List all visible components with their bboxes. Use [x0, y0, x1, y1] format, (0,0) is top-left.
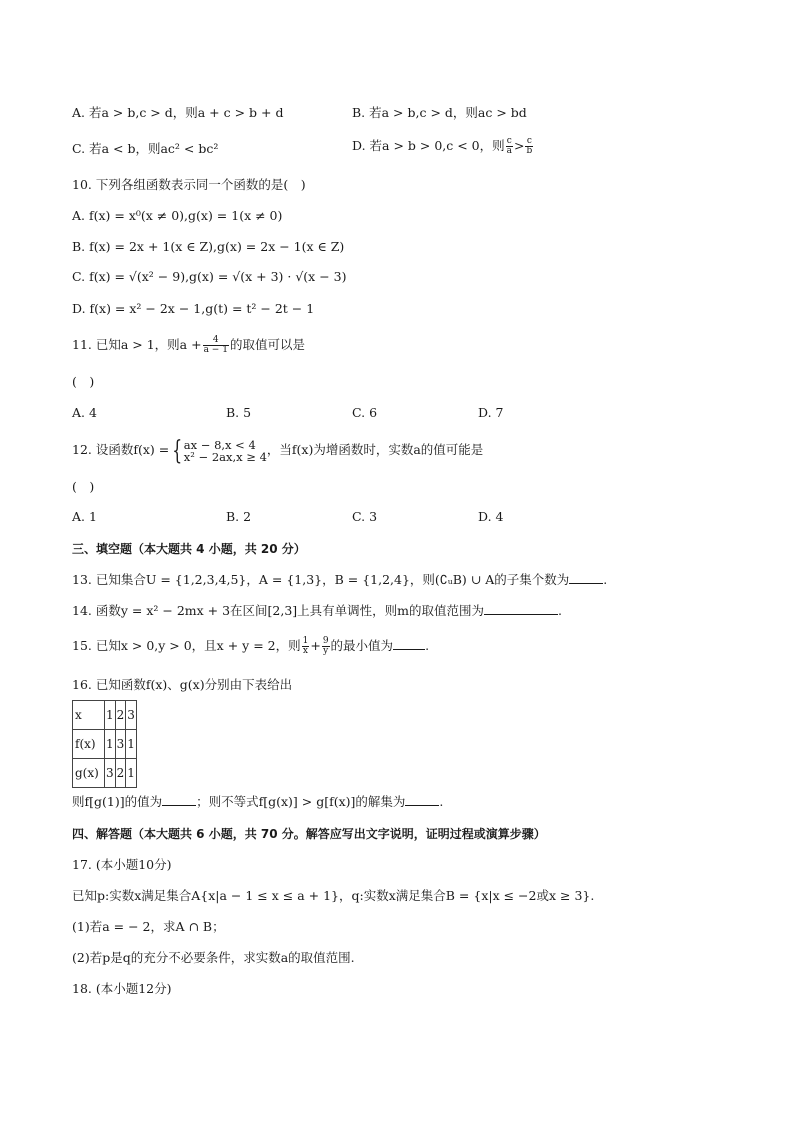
gt-sign: > — [514, 138, 525, 153]
q11-option-d: D. 7 — [478, 405, 504, 420]
q12-stem-text: 12. 设函数f(x) = — [72, 442, 170, 457]
q12-stem-tail: ，当f(x)为增函数时，实数a的值可能是 — [266, 442, 484, 457]
answer-blank — [393, 637, 425, 650]
q17-part2: (2)若p是q的充分不必要条件，求实数a的取值范围. — [72, 950, 355, 965]
period: . — [439, 794, 444, 809]
q14-stem — [72, 602, 562, 620]
fraction-denominator: y — [323, 646, 329, 656]
piecewise-cases — [184, 439, 267, 463]
fraction-numerator: c — [526, 136, 532, 146]
period: . — [425, 638, 430, 653]
table-row — [73, 701, 137, 730]
left-brace: { — [172, 435, 183, 466]
table-cell: 1 — [105, 701, 116, 730]
q16-part2: ；则不等式f[g(x)] > g[f(x)]的解集为 — [196, 794, 406, 809]
fraction-denominator: x — [302, 646, 308, 656]
q11-option-a: A. 4 — [72, 405, 97, 420]
section-heading-solutions: 四、解答题（本大题共 6 小题，共 70 分。解答应写出文字说明，证明过程或演算步骤） — [72, 827, 546, 841]
fraction — [506, 137, 513, 156]
q12-paren: ( ) — [72, 479, 95, 494]
period: . — [603, 572, 608, 587]
q12-option-c: C. 3 — [352, 509, 378, 524]
q11-option-b: B. 5 — [226, 405, 252, 420]
fraction-denominator: a — [506, 146, 512, 156]
answer-blank — [569, 571, 603, 584]
q11-stem-tail: 的取值可以是 — [229, 337, 305, 352]
q10-option-d: D. f(x) = x² − 2x − 1,g(t) = t² − 2t − 1 — [72, 301, 315, 316]
case-2: x² − 2ax,x ≥ 4 — [183, 449, 267, 464]
q11-stem — [72, 336, 305, 355]
fraction-numerator: 9 — [322, 636, 329, 646]
fraction-denominator: b — [526, 146, 533, 156]
section-heading-fill-in: 三、填空题（本大题共 4 小题，共 20 分） — [72, 542, 306, 556]
table-cell: 1 — [126, 730, 137, 759]
table-cell: 3 — [115, 730, 126, 759]
fraction — [203, 336, 229, 355]
q10-option-c: C. f(x) = √(x² − 9),g(x) = √(x + 3) · √(x − 3) — [72, 269, 347, 284]
q10-stem: 10. 下列各组函数表示同一个函数的是( ) — [72, 177, 306, 192]
answer-blank — [484, 602, 558, 615]
table-cell: 1 — [126, 759, 137, 788]
table-cell: 3 — [126, 701, 137, 730]
fraction-numerator: c — [506, 136, 512, 146]
q12-option-d: D. 4 — [478, 509, 504, 524]
q11-option-c: C. 6 — [352, 405, 378, 420]
q17-stem: 已知p:实数x满足集合A{x|a − 1 ≤ x ≤ a + 1}，q:实数x满足集合B = {x|x ≤ −2或x ≥ 3}. — [72, 888, 595, 903]
q13-stem — [72, 571, 607, 589]
fraction-denominator: a − 1 — [203, 345, 228, 355]
table-cell: 3 — [105, 759, 116, 788]
q9-option-c: C. 若a < b，则ac² < bc² — [72, 141, 219, 156]
q9-option-b: B. 若a > b,c > d，则ac > bd — [352, 105, 527, 120]
case-1: ax − 8,x < 4 — [183, 437, 256, 452]
table-cell: 2 — [115, 759, 126, 788]
table-cell: f(x) — [73, 730, 105, 759]
q15-stem — [72, 637, 429, 656]
q12-stem — [72, 436, 483, 464]
q12-option-a: A. 1 — [72, 509, 97, 524]
fraction-numerator: 1 — [302, 636, 309, 646]
q14-text: 14. 函数y = x² − 2mx + 3在区间[2,3]上具有单调性，则m的取值范围为 — [72, 603, 485, 618]
fraction — [302, 637, 310, 656]
q13-text: 13. 已知集合U = {1,2,3,4,5}，A = {1,3}，B = {1,2,4}，则(∁ᵤB) ∪ A的子集个数为 — [72, 572, 570, 587]
fraction — [322, 637, 330, 656]
table-cell: x — [73, 701, 105, 730]
q11-stem-text: 11. 已知a > 1，则a + — [72, 337, 202, 352]
table-row — [73, 730, 137, 759]
q17-header: 17. (本小题10分) — [72, 857, 172, 872]
answer-blank — [162, 793, 196, 806]
table-cell: g(x) — [73, 759, 105, 788]
fraction-numerator: 4 — [203, 336, 229, 346]
plus-sign: + — [310, 638, 321, 653]
q9-option-d-text: D. 若a > b > 0,c < 0，则 — [352, 138, 505, 153]
period: . — [558, 603, 563, 618]
table-cell: 2 — [115, 701, 126, 730]
q9-option-d — [352, 137, 534, 156]
function-table — [72, 700, 137, 788]
table-row — [73, 759, 137, 788]
q15-text: 15. 已知x > 0,y > 0，且x + y = 2，则 — [72, 638, 301, 653]
q16-part1: 则f[g(1)]的值为 — [72, 794, 163, 809]
q10-option-b: B. f(x) = 2x + 1(x ∈ Z),g(x) = 2x − 1(x ∈ Z) — [72, 239, 345, 254]
q17-part1: (1)若a = − 2，求A ∩ B； — [72, 919, 225, 934]
table-cell: 1 — [105, 730, 116, 759]
q16-question — [72, 793, 443, 811]
q18-header: 18. (本小题12分) — [72, 981, 172, 996]
answer-blank — [405, 793, 439, 806]
fraction — [525, 137, 533, 156]
q11-paren: ( ) — [72, 374, 95, 389]
q10-option-a: A. f(x) = x⁰(x ≠ 0),g(x) = 1(x ≠ 0) — [72, 208, 283, 223]
q9-option-a: A. 若a > b,c > d，则a + c > b + d — [72, 105, 284, 120]
q15-tail: 的最小值为 — [330, 638, 394, 653]
q16-stem: 16. 已知函数f(x)、g(x)分别由下表给出 — [72, 677, 293, 692]
q12-option-b: B. 2 — [226, 509, 252, 524]
